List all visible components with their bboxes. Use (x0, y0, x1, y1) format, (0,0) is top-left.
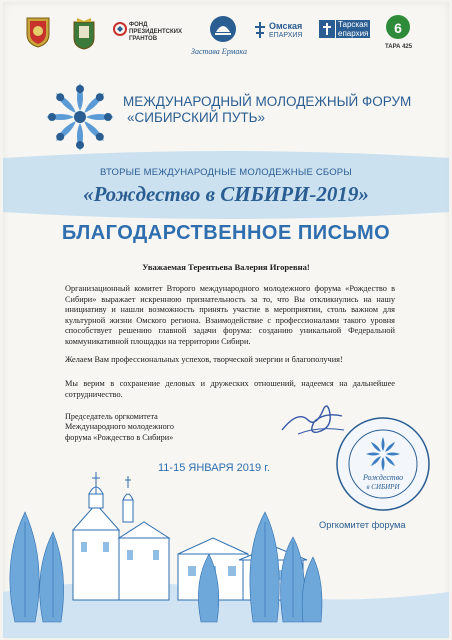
letter-title: БЛАГОДАРСТВЕННОЕ ПИСЬМО (61, 222, 391, 244)
paragraph-main: Организационный комитет Второго международного молодежного форума «Рождество в Сибири» выражает искреннюю признательность за то, что Вы откликнулись на нашу инициативу и нашли возможность принять участие в мероприятии, столь важном для культурной жизни Омского региона. Взаимодействие с профессионалами такого уровня способствует решению главной задачи форума: созданию уникальной Федеральной коммуникативной площадки на территории Сибири. (65, 284, 395, 346)
omsk-eparchy-label: Омская ЕПАРХИЯ (269, 21, 303, 39)
omsk-eparchy-logo-icon (253, 22, 267, 38)
zastava-ermaka-label: Застава Ермака (191, 47, 247, 56)
greeting: Уважаемая Терентьева Валерия Игоревна! (142, 262, 310, 272)
sponsor-logos (13, 16, 443, 72)
zastava-ermaka-logo-icon (208, 14, 238, 44)
forum-title: МЕЖДУНАРОДНЫЙ МОЛОДЕЖНЫЙ ФОРУМ «СИБИРСКИЙ ПУТЬ» (123, 94, 412, 125)
stamp-text-line1: Рождество (362, 473, 404, 482)
signatory-block: Председатель оргкомитета Международного молодежного форума «Рождество в Сибири» (65, 412, 174, 442)
certificate-sheet (3, 2, 449, 638)
tara-eparchy-label: Тарская епархия (338, 20, 369, 38)
forum-star-logo-icon (43, 80, 117, 154)
tara-425-label: ТАРА 425 (385, 44, 413, 50)
organizing-committee-stamp (333, 414, 433, 514)
grants-fund-label: ФОНД ПРЕЗИДЕНТСКИХ ГРАНТОВ (129, 22, 182, 42)
committee-caption: Оргкомитет форума (319, 520, 406, 530)
omsk-region-emblem-icon (25, 16, 51, 48)
event-subtitle: ВТОРЫЕ МЕЖДУНАРОДНЫЕ МОЛОДЕЖНЫЕ СБОРЫ (100, 167, 352, 178)
tara-eparchy-logo-icon (319, 20, 335, 38)
svg-text:6: 6 (394, 20, 402, 36)
event-name: «Рождество в СИБИРИ-2019» (83, 182, 369, 206)
grants-fund-logo-icon (113, 22, 127, 36)
paragraph-wishes: Желаем Вам профессиональных успехов, творческой энергии и благополучия! (65, 355, 343, 364)
tara-425-logo-icon (385, 14, 411, 42)
event-dates: 11-15 ЯНВАРЯ 2019 г. (158, 462, 270, 474)
paragraph-cooperation: Мы верим в сохранение деловых и дружеских отношений, надеемся на дальнейшее сотрудничество. (65, 379, 395, 399)
omsk-city-emblem-icon (71, 16, 97, 50)
stamp-text-line2: в СИБИРИ (366, 483, 400, 491)
